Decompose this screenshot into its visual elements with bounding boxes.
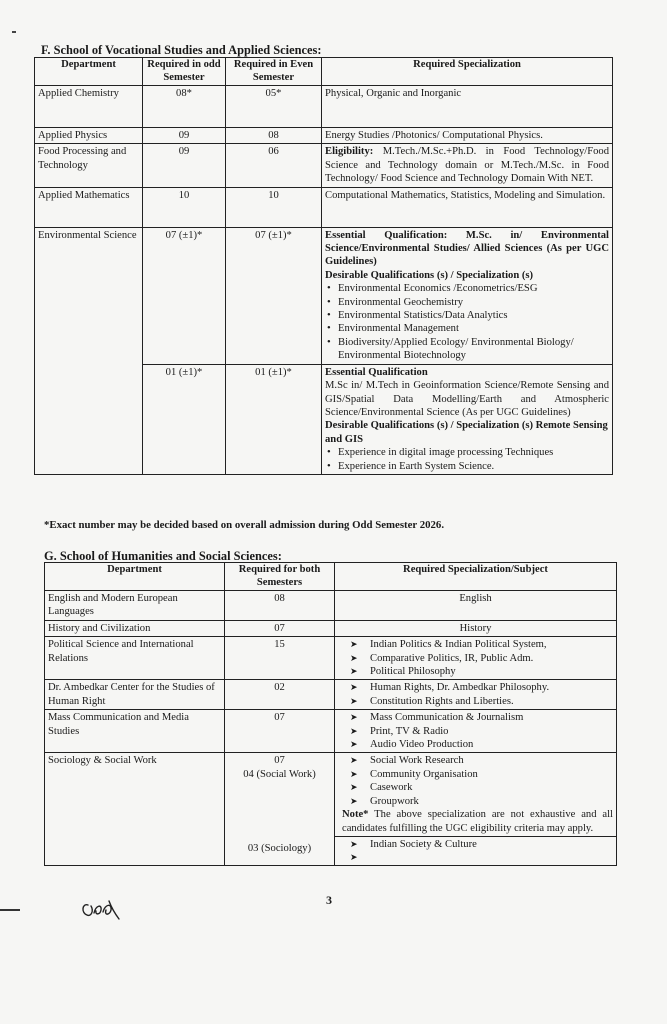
header-department: Department: [35, 58, 143, 86]
essential-qualification: Essential Qualification: M.Sc. in/ Environmental Science/Environmental Studies/ Allied Sciences (As per UGC Guidelines): [325, 229, 609, 268]
section-f-table: [34, 57, 613, 475]
even-count: 06: [226, 144, 322, 187]
table-row: [35, 144, 613, 187]
eligibility-text: M.Tech./M.Sc.+Ph.D. in Food Technology/Food Science and Technology domain or M.Tech./M.Sc. in Food Technology/ Food Science and Technology Domain With NET.: [325, 146, 609, 185]
count-cell: 07: [225, 620, 335, 636]
list-item: ➤ Comparative Politics, IR, Public Adm.: [338, 652, 613, 665]
count-sociology: 03 (Sociology): [247, 843, 312, 855]
specialization-list: [325, 282, 609, 362]
header-required-both: Required for both Semesters: [225, 563, 335, 591]
essential-label: Essential Qualification: [325, 366, 428, 378]
even-count: 05*: [226, 86, 322, 128]
count-cell: 02: [225, 680, 335, 710]
odd-count: 09: [143, 128, 226, 144]
note-body: The above specialization are not exhaustive and all candidates fulfilling the UGC eligibility criteria may apply.: [342, 809, 613, 834]
list-item: • Biodiversity/Applied Ecology/ Environmental Biology/ Environmental Biotechnology: [338, 336, 609, 363]
dept-cell: Applied Physics: [35, 128, 143, 144]
spec-cell: [335, 710, 617, 753]
table-row: [45, 680, 617, 710]
specialization-list: [338, 711, 613, 751]
spec-cell: Physical, Organic and Inorganic: [322, 86, 613, 128]
even-count: 07 (±1)*: [226, 227, 322, 364]
list-item: ➤ Constitution Rights and Liberties.: [338, 695, 613, 708]
spec-cell: [322, 144, 613, 187]
header-specialization: Required Specialization/Subject: [335, 563, 617, 591]
spec-cell: English: [335, 591, 617, 621]
table-row: [45, 591, 617, 621]
footnote: *Exact number may be decided based on overall admission during Odd Semester 2026.: [44, 519, 445, 531]
count-cell: [225, 753, 335, 836]
spec-cell: [322, 227, 613, 364]
desirable-heading: Desirable Qualifications (s) / Specialization (s): [325, 269, 534, 281]
table-row: [45, 710, 617, 753]
list-item: ➤ Indian Society & Culture: [338, 838, 613, 851]
note-label: Note*: [342, 809, 369, 821]
odd-count: 01 (±1)*: [143, 364, 226, 474]
list-item: ➤ Print, TV & Radio: [338, 725, 613, 738]
list-item: • Experience in Earth System Science.: [338, 460, 609, 473]
list-item: • Environmental Statistics/Data Analytics: [338, 309, 609, 322]
dept-cell: History and Civilization: [45, 620, 225, 636]
count-cell: 08: [225, 591, 335, 621]
dept-cell: Sociology & Social Work: [45, 753, 225, 866]
section-f-title: F. School of Vocational Studies and Applied Sciences:: [41, 43, 322, 57]
specialization-list: [325, 446, 609, 473]
even-count: 08: [226, 128, 322, 144]
list-item: ➤ Community Organisation: [338, 768, 613, 781]
spec-cell: History: [335, 620, 617, 636]
spec-cell: [322, 364, 613, 474]
list-item: ➤ Casework: [338, 781, 613, 794]
spec-cell: [335, 753, 617, 836]
header-specialization: Required Specialization: [322, 58, 613, 86]
table-row: [45, 753, 617, 836]
specialization-list: [338, 681, 613, 708]
count-social-work: 04 (Social Work): [243, 768, 316, 780]
dept-cell: English and Modern European Languages: [45, 591, 225, 621]
odd-count: 09: [143, 144, 226, 187]
specialization-list: [338, 838, 613, 864]
table-row: [35, 128, 613, 144]
handwritten-signature: [78, 895, 122, 925]
margin-mark: [0, 909, 20, 911]
table-row: [35, 227, 613, 364]
even-count: 10: [226, 187, 322, 227]
dept-cell: Environmental Science: [35, 227, 143, 474]
specialization-list: [338, 754, 613, 808]
table-header-row: [35, 58, 613, 86]
scan-mark: [12, 31, 16, 33]
section-g-table: [44, 562, 617, 866]
section-g-title: G. School of Humanities and Social Sciences:: [44, 549, 282, 563]
list-item: • Environmental Management: [338, 322, 609, 335]
essential-qualification: M.Sc in/ M.Tech in Geoinformation Science/Remote Sensing and GIS/Spatial Data Modelling/Earth and Atmospheric Science/Environmental Science (As per UGC Guidelines): [325, 380, 609, 418]
header-department: Department: [45, 563, 225, 591]
note-text: [338, 808, 613, 835]
odd-count: 07 (±1)*: [143, 227, 226, 364]
dept-cell: Applied Mathematics: [35, 187, 143, 227]
spec-cell: Computational Mathematics, Statistics, Modeling and Simulation.: [322, 187, 613, 227]
table-row: [45, 620, 617, 636]
list-item: • Environmental Geochemistry: [338, 296, 609, 309]
table-row: [45, 637, 617, 680]
dept-cell: Mass Communication and Media Studies: [45, 710, 225, 753]
list-item: [338, 851, 613, 864]
list-item: ➤ Audio Video Production: [338, 738, 613, 751]
list-item: • Experience in digital image processing Techniques: [338, 446, 609, 459]
count-total: 07: [274, 755, 285, 767]
dept-cell: Food Processing and Technology: [35, 144, 143, 187]
table-row: [35, 187, 613, 227]
eligibility-label: Eligibility:: [325, 146, 374, 158]
list-item: ➤ Indian Politics & Indian Political System,: [338, 638, 613, 651]
spec-cell: [335, 680, 617, 710]
list-item: ➤ Social Work Research: [338, 754, 613, 767]
dept-cell: Dr. Ambedkar Center for the Studies of Human Right: [45, 680, 225, 710]
header-odd-semester: Required in odd Semester: [143, 58, 226, 86]
spec-cell: [335, 637, 617, 680]
spec-cell: Energy Studies /Photonics/ Computational Physics.: [322, 128, 613, 144]
list-item: ➤ Mass Communication & Journalism: [338, 711, 613, 724]
list-item: ➤ Political Philosophy: [338, 665, 613, 678]
count-cell: 15: [225, 637, 335, 680]
count-cell: [225, 836, 335, 865]
dept-cell: Applied Chemistry: [35, 86, 143, 128]
count-cell: 07: [225, 710, 335, 753]
odd-count: 10: [143, 187, 226, 227]
list-item: • Environmental Economics /Econometrics/ESG: [338, 282, 609, 295]
desirable-heading: Desirable Qualifications (s) / Specialization (s) Remote Sensing and GIS: [325, 420, 608, 445]
even-count: 01 (±1)*: [226, 364, 322, 474]
specialization-list: [338, 638, 613, 678]
dept-cell: Political Science and International Relations: [45, 637, 225, 680]
page-number: 3: [326, 893, 332, 907]
list-item: ➤ Human Rights, Dr. Ambedkar Philosophy.: [338, 681, 613, 694]
list-item: ➤ Groupwork: [338, 795, 613, 808]
table-header-row: [45, 563, 617, 591]
header-even-semester: Required in Even Semester: [226, 58, 322, 86]
odd-count: 08*: [143, 86, 226, 128]
spec-cell: [335, 836, 617, 865]
table-row: [35, 86, 613, 128]
